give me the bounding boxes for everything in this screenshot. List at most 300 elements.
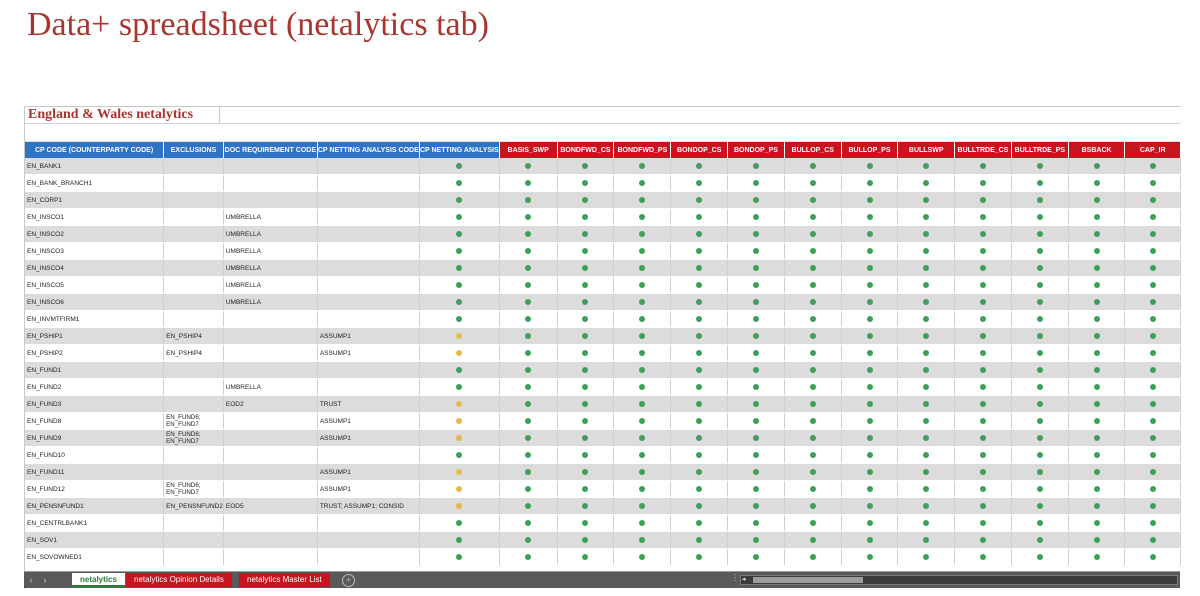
cell-status[interactable] <box>728 243 785 260</box>
cell-status[interactable] <box>419 260 499 277</box>
cell-status[interactable] <box>898 532 955 549</box>
cell-status[interactable] <box>1068 515 1125 532</box>
cell-doc[interactable]: UMBRELLA <box>223 294 317 311</box>
cell-status[interactable] <box>614 311 671 328</box>
cell-doc[interactable] <box>223 515 317 532</box>
cell-netcode[interactable] <box>317 158 419 175</box>
cell-status[interactable] <box>671 294 728 311</box>
cell-status[interactable] <box>728 549 785 566</box>
cell-status[interactable] <box>499 362 557 379</box>
cell-status[interactable] <box>784 498 841 515</box>
cell-doc[interactable] <box>223 192 317 209</box>
cell-status[interactable] <box>1011 396 1068 413</box>
cell-exclusions[interactable] <box>164 515 224 532</box>
cell-status[interactable] <box>955 413 1012 430</box>
cell-code[interactable]: EN_FUND12 <box>25 481 164 498</box>
cell-code[interactable]: EN_PENSNFUND1 <box>25 498 164 515</box>
cell-netcode[interactable] <box>317 260 419 277</box>
cell-status[interactable] <box>784 328 841 345</box>
cell-status[interactable] <box>1125 328 1181 345</box>
cell-status[interactable] <box>419 192 499 209</box>
cell-status[interactable] <box>955 243 1012 260</box>
cell-status[interactable] <box>671 379 728 396</box>
cell-status[interactable] <box>898 481 955 498</box>
cell-status[interactable] <box>1011 311 1068 328</box>
cell-status[interactable] <box>841 192 898 209</box>
cell-status[interactable] <box>614 413 671 430</box>
cell-status[interactable] <box>499 175 557 192</box>
column-header[interactable]: BSBACK <box>1068 142 1125 158</box>
cell-status[interactable] <box>955 345 1012 362</box>
cell-status[interactable] <box>841 413 898 430</box>
cell-status[interactable] <box>671 260 728 277</box>
cell-doc[interactable] <box>223 362 317 379</box>
cell-status[interactable] <box>1068 243 1125 260</box>
cell-status[interactable] <box>419 515 499 532</box>
cell-status[interactable] <box>841 481 898 498</box>
column-header[interactable]: CP CODE (COUNTERPARTY CODE) <box>25 142 164 158</box>
column-header[interactable]: BULLOP_PS <box>841 142 898 158</box>
cell-netcode[interactable]: ASSUMP1 <box>317 464 419 481</box>
cell-status[interactable] <box>671 430 728 447</box>
cell-status[interactable] <box>557 447 614 464</box>
column-header[interactable]: BONDOP_CS <box>671 142 728 158</box>
cell-status[interactable] <box>671 226 728 243</box>
cell-status[interactable] <box>784 430 841 447</box>
cell-status[interactable] <box>784 481 841 498</box>
cell-status[interactable] <box>419 243 499 260</box>
cell-status[interactable] <box>955 396 1012 413</box>
cell-status[interactable] <box>841 345 898 362</box>
cell-status[interactable] <box>614 328 671 345</box>
cell-exclusions[interactable] <box>164 396 224 413</box>
cell-status[interactable] <box>784 362 841 379</box>
cell-status[interactable] <box>614 192 671 209</box>
cell-status[interactable] <box>784 311 841 328</box>
cell-status[interactable] <box>841 532 898 549</box>
cell-status[interactable] <box>1068 328 1125 345</box>
cell-status[interactable] <box>671 345 728 362</box>
cell-status[interactable] <box>499 328 557 345</box>
cell-status[interactable] <box>1068 532 1125 549</box>
cell-status[interactable] <box>557 362 614 379</box>
cell-status[interactable] <box>955 464 1012 481</box>
cell-status[interactable] <box>898 464 955 481</box>
cell-status[interactable] <box>614 481 671 498</box>
cell-status[interactable] <box>728 226 785 243</box>
cell-netcode[interactable]: ASSUMP1 <box>317 328 419 345</box>
cell-code[interactable]: EN_FUND11 <box>25 464 164 481</box>
cell-status[interactable] <box>898 175 955 192</box>
cell-exclusions[interactable]: EN_FUND6; EN_FUND7 <box>164 481 224 498</box>
cell-status[interactable] <box>784 549 841 566</box>
cell-code[interactable]: EN_INSCO4 <box>25 260 164 277</box>
cell-status[interactable] <box>955 277 1012 294</box>
cell-status[interactable] <box>614 209 671 226</box>
cell-status[interactable] <box>784 294 841 311</box>
cell-status[interactable] <box>614 430 671 447</box>
cell-status[interactable] <box>614 515 671 532</box>
cell-status[interactable] <box>499 311 557 328</box>
cell-status[interactable] <box>557 396 614 413</box>
horizontal-scrollbar[interactable] <box>740 575 1178 585</box>
cell-exclusions[interactable] <box>164 175 224 192</box>
cell-exclusions[interactable] <box>164 260 224 277</box>
cell-status[interactable] <box>841 430 898 447</box>
cell-status[interactable] <box>955 362 1012 379</box>
cell-netcode[interactable] <box>317 294 419 311</box>
cell-status[interactable] <box>671 209 728 226</box>
cell-status[interactable] <box>955 498 1012 515</box>
cell-status[interactable] <box>419 362 499 379</box>
cell-status[interactable] <box>784 532 841 549</box>
cell-status[interactable] <box>557 192 614 209</box>
cell-status[interactable] <box>728 515 785 532</box>
scrollbar-thumb[interactable] <box>753 577 863 583</box>
cell-netcode[interactable] <box>317 549 419 566</box>
cell-status[interactable] <box>728 192 785 209</box>
cell-netcode[interactable] <box>317 362 419 379</box>
cell-status[interactable] <box>898 209 955 226</box>
cell-code[interactable]: EN_INSCO6 <box>25 294 164 311</box>
cell-status[interactable] <box>728 413 785 430</box>
prev-sheet-arrow-icon[interactable]: ‹ <box>29 575 33 585</box>
cell-status[interactable] <box>614 226 671 243</box>
cell-status[interactable] <box>1125 532 1181 549</box>
cell-status[interactable] <box>1068 447 1125 464</box>
cell-status[interactable] <box>419 498 499 515</box>
cell-netcode[interactable] <box>317 379 419 396</box>
cell-code[interactable]: EN_INSCO5 <box>25 277 164 294</box>
cell-status[interactable] <box>728 396 785 413</box>
cell-status[interactable] <box>784 243 841 260</box>
scroll-left-icon[interactable]: ◂ <box>742 576 746 583</box>
cell-status[interactable] <box>557 379 614 396</box>
cell-status[interactable] <box>1068 430 1125 447</box>
cell-status[interactable] <box>557 345 614 362</box>
cell-status[interactable] <box>671 515 728 532</box>
cell-exclusions[interactable] <box>164 277 224 294</box>
cell-status[interactable] <box>1011 243 1068 260</box>
cell-status[interactable] <box>557 260 614 277</box>
cell-status[interactable] <box>419 328 499 345</box>
cell-status[interactable] <box>841 447 898 464</box>
cell-netcode[interactable]: ASSUMP1 <box>317 345 419 362</box>
cell-status[interactable] <box>499 447 557 464</box>
cell-status[interactable] <box>614 362 671 379</box>
cell-status[interactable] <box>898 277 955 294</box>
column-header[interactable]: BULLSWP <box>898 142 955 158</box>
cell-status[interactable] <box>557 328 614 345</box>
column-header[interactable]: BULLTRDE_CS <box>955 142 1012 158</box>
cell-status[interactable] <box>1011 532 1068 549</box>
cell-exclusions[interactable] <box>164 311 224 328</box>
column-header[interactable]: BULLTRDE_PS <box>1011 142 1068 158</box>
cell-netcode[interactable] <box>317 175 419 192</box>
cell-status[interactable] <box>841 379 898 396</box>
cell-status[interactable] <box>671 328 728 345</box>
cell-status[interactable] <box>1011 260 1068 277</box>
cell-status[interactable] <box>1011 498 1068 515</box>
cell-status[interactable] <box>1068 362 1125 379</box>
cell-status[interactable] <box>419 175 499 192</box>
cell-status[interactable] <box>955 209 1012 226</box>
cell-netcode[interactable] <box>317 311 419 328</box>
cell-status[interactable] <box>557 413 614 430</box>
cell-status[interactable] <box>784 158 841 175</box>
cell-code[interactable]: EN_FUND2 <box>25 379 164 396</box>
cell-status[interactable] <box>784 464 841 481</box>
cell-code[interactable]: EN_INSCO3 <box>25 243 164 260</box>
cell-status[interactable] <box>898 549 955 566</box>
cell-status[interactable] <box>1125 498 1181 515</box>
spreadsheet-grid[interactable] <box>24 106 1181 589</box>
cell-status[interactable] <box>898 379 955 396</box>
cell-status[interactable] <box>1068 311 1125 328</box>
cell-code[interactable]: EN_FUND1 <box>25 362 164 379</box>
cell-status[interactable] <box>419 532 499 549</box>
cell-status[interactable] <box>419 464 499 481</box>
cell-status[interactable] <box>671 413 728 430</box>
cell-status[interactable] <box>671 532 728 549</box>
cell-status[interactable] <box>1125 430 1181 447</box>
cell-status[interactable] <box>841 243 898 260</box>
cell-status[interactable] <box>614 464 671 481</box>
cell-netcode[interactable] <box>317 515 419 532</box>
cell-netcode[interactable]: ASSUMP1 <box>317 481 419 498</box>
cell-status[interactable] <box>614 175 671 192</box>
cell-status[interactable] <box>784 192 841 209</box>
cell-status[interactable] <box>499 379 557 396</box>
cell-status[interactable] <box>499 532 557 549</box>
cell-status[interactable] <box>499 192 557 209</box>
cell-status[interactable] <box>499 260 557 277</box>
cell-status[interactable] <box>784 515 841 532</box>
cell-status[interactable] <box>671 277 728 294</box>
cell-status[interactable] <box>1125 481 1181 498</box>
cell-status[interactable] <box>499 209 557 226</box>
cell-status[interactable] <box>1125 345 1181 362</box>
cell-status[interactable] <box>955 549 1012 566</box>
cell-status[interactable] <box>419 345 499 362</box>
cell-exclusions[interactable]: EN_PENSNFUND2 <box>164 498 224 515</box>
cell-status[interactable] <box>1125 396 1181 413</box>
cell-doc[interactable] <box>223 175 317 192</box>
cell-status[interactable] <box>614 243 671 260</box>
cell-status[interactable] <box>614 260 671 277</box>
cell-status[interactable] <box>499 158 557 175</box>
cell-status[interactable] <box>1125 549 1181 566</box>
cell-status[interactable] <box>955 379 1012 396</box>
column-header[interactable]: DOC REQUIREMENT CODE <box>223 142 317 158</box>
tab-netalytics-opinion-details[interactable]: netalytics Opinion Details <box>126 573 232 587</box>
cell-status[interactable] <box>499 430 557 447</box>
cell-status[interactable] <box>728 260 785 277</box>
cell-doc[interactable]: UMBRELLA <box>223 379 317 396</box>
cell-status[interactable] <box>499 294 557 311</box>
cell-doc[interactable] <box>223 311 317 328</box>
cell-status[interactable] <box>841 549 898 566</box>
cell-status[interactable] <box>671 481 728 498</box>
cell-exclusions[interactable]: EN_PSHIP4 <box>164 345 224 362</box>
cell-doc[interactable] <box>223 481 317 498</box>
cell-status[interactable] <box>557 549 614 566</box>
cell-status[interactable] <box>955 294 1012 311</box>
cell-status[interactable] <box>728 158 785 175</box>
cell-status[interactable] <box>557 294 614 311</box>
cell-status[interactable] <box>419 549 499 566</box>
cell-exclusions[interactable]: EN_FUND6; EN_FUND7 <box>164 430 224 447</box>
cell-status[interactable] <box>784 396 841 413</box>
cell-status[interactable] <box>1068 464 1125 481</box>
cell-status[interactable] <box>1068 277 1125 294</box>
cell-status[interactable] <box>728 328 785 345</box>
cell-status[interactable] <box>1068 209 1125 226</box>
cell-status[interactable] <box>898 226 955 243</box>
cell-status[interactable] <box>955 158 1012 175</box>
cell-status[interactable] <box>671 464 728 481</box>
cell-status[interactable] <box>419 311 499 328</box>
cell-status[interactable] <box>557 430 614 447</box>
column-header[interactable]: BONDFWD_CS <box>557 142 614 158</box>
cell-code[interactable]: EN_FUND3 <box>25 396 164 413</box>
cell-exclusions[interactable] <box>164 209 224 226</box>
cell-status[interactable] <box>898 192 955 209</box>
cell-status[interactable] <box>728 294 785 311</box>
cell-status[interactable] <box>841 498 898 515</box>
tab-netalytics[interactable]: netalytics <box>72 573 125 587</box>
cell-doc[interactable] <box>223 158 317 175</box>
cell-status[interactable] <box>898 243 955 260</box>
cell-status[interactable] <box>841 158 898 175</box>
cell-status[interactable] <box>1011 379 1068 396</box>
cell-status[interactable] <box>841 260 898 277</box>
cell-status[interactable] <box>614 379 671 396</box>
cell-doc[interactable] <box>223 328 317 345</box>
cell-status[interactable] <box>557 277 614 294</box>
cell-status[interactable] <box>955 515 1012 532</box>
column-header[interactable]: CP NETTING ANALYSIS CODE <box>317 142 419 158</box>
cell-status[interactable] <box>1125 379 1181 396</box>
cell-doc[interactable]: UMBRELLA <box>223 209 317 226</box>
cell-status[interactable] <box>841 294 898 311</box>
cell-status[interactable] <box>1125 175 1181 192</box>
cell-status[interactable] <box>1125 413 1181 430</box>
cell-status[interactable] <box>898 311 955 328</box>
cell-netcode[interactable] <box>317 277 419 294</box>
cell-doc[interactable] <box>223 345 317 362</box>
cell-code[interactable]: EN_FUND10 <box>25 447 164 464</box>
cell-status[interactable] <box>419 209 499 226</box>
cell-status[interactable] <box>1011 209 1068 226</box>
cell-status[interactable] <box>898 158 955 175</box>
cell-status[interactable] <box>1068 226 1125 243</box>
cell-status[interactable] <box>557 158 614 175</box>
cell-doc[interactable] <box>223 430 317 447</box>
cell-status[interactable] <box>419 294 499 311</box>
cell-netcode[interactable] <box>317 192 419 209</box>
cell-status[interactable] <box>419 413 499 430</box>
cell-status[interactable] <box>1011 464 1068 481</box>
cell-status[interactable] <box>557 515 614 532</box>
cell-status[interactable] <box>671 447 728 464</box>
cell-status[interactable] <box>557 209 614 226</box>
cell-status[interactable] <box>671 175 728 192</box>
cell-code[interactable]: EN_INSCO2 <box>25 226 164 243</box>
cell-status[interactable] <box>955 226 1012 243</box>
cell-netcode[interactable]: TRUST <box>317 396 419 413</box>
cell-status[interactable] <box>557 311 614 328</box>
cell-status[interactable] <box>1125 277 1181 294</box>
cell-status[interactable] <box>898 396 955 413</box>
cell-code[interactable]: EN_BANK1 <box>25 158 164 175</box>
cell-status[interactable] <box>841 311 898 328</box>
cell-status[interactable] <box>784 345 841 362</box>
cell-status[interactable] <box>898 362 955 379</box>
cell-status[interactable] <box>898 260 955 277</box>
cell-status[interactable] <box>728 447 785 464</box>
cell-status[interactable] <box>728 311 785 328</box>
cell-status[interactable] <box>499 498 557 515</box>
cell-status[interactable] <box>557 481 614 498</box>
cell-status[interactable] <box>614 532 671 549</box>
cell-status[interactable] <box>841 209 898 226</box>
cell-status[interactable] <box>728 498 785 515</box>
column-header[interactable]: BASIS_SWP <box>499 142 557 158</box>
cell-doc[interactable]: UMBRELLA <box>223 243 317 260</box>
cell-status[interactable] <box>1068 175 1125 192</box>
cell-code[interactable]: EN_CENTRLBANK1 <box>25 515 164 532</box>
cell-status[interactable] <box>499 464 557 481</box>
cell-status[interactable] <box>671 158 728 175</box>
cell-status[interactable] <box>419 158 499 175</box>
cell-doc[interactable] <box>223 413 317 430</box>
cell-status[interactable] <box>784 175 841 192</box>
cell-status[interactable] <box>955 532 1012 549</box>
column-header[interactable]: EXCLUSIONS <box>164 142 224 158</box>
cell-status[interactable] <box>728 209 785 226</box>
cell-status[interactable] <box>1125 243 1181 260</box>
cell-status[interactable] <box>1068 192 1125 209</box>
cell-status[interactable] <box>1068 379 1125 396</box>
column-header[interactable]: CAP_IR <box>1125 142 1181 158</box>
cell-doc[interactable]: UMBRELLA <box>223 260 317 277</box>
cell-status[interactable] <box>898 447 955 464</box>
cell-status[interactable] <box>841 362 898 379</box>
column-header[interactable]: CP NETTING ANALYSIS <box>419 142 499 158</box>
cell-status[interactable] <box>841 464 898 481</box>
cell-status[interactable] <box>898 515 955 532</box>
cell-status[interactable] <box>499 515 557 532</box>
cell-status[interactable] <box>614 447 671 464</box>
cell-netcode[interactable]: TRUST; ASSUMP1; CONSID <box>317 498 419 515</box>
cell-status[interactable] <box>557 498 614 515</box>
cell-status[interactable] <box>1068 498 1125 515</box>
cell-status[interactable] <box>1011 447 1068 464</box>
cell-status[interactable] <box>1125 464 1181 481</box>
cell-netcode[interactable] <box>317 447 419 464</box>
cell-code[interactable]: EN_CORP1 <box>25 192 164 209</box>
cell-status[interactable] <box>784 209 841 226</box>
cell-exclusions[interactable] <box>164 549 224 566</box>
cell-doc[interactable] <box>223 549 317 566</box>
cell-status[interactable] <box>1125 447 1181 464</box>
cell-status[interactable] <box>1068 481 1125 498</box>
cell-status[interactable] <box>499 549 557 566</box>
add-sheet-icon[interactable]: + <box>342 574 355 587</box>
cell-status[interactable] <box>784 379 841 396</box>
cell-status[interactable] <box>1125 362 1181 379</box>
